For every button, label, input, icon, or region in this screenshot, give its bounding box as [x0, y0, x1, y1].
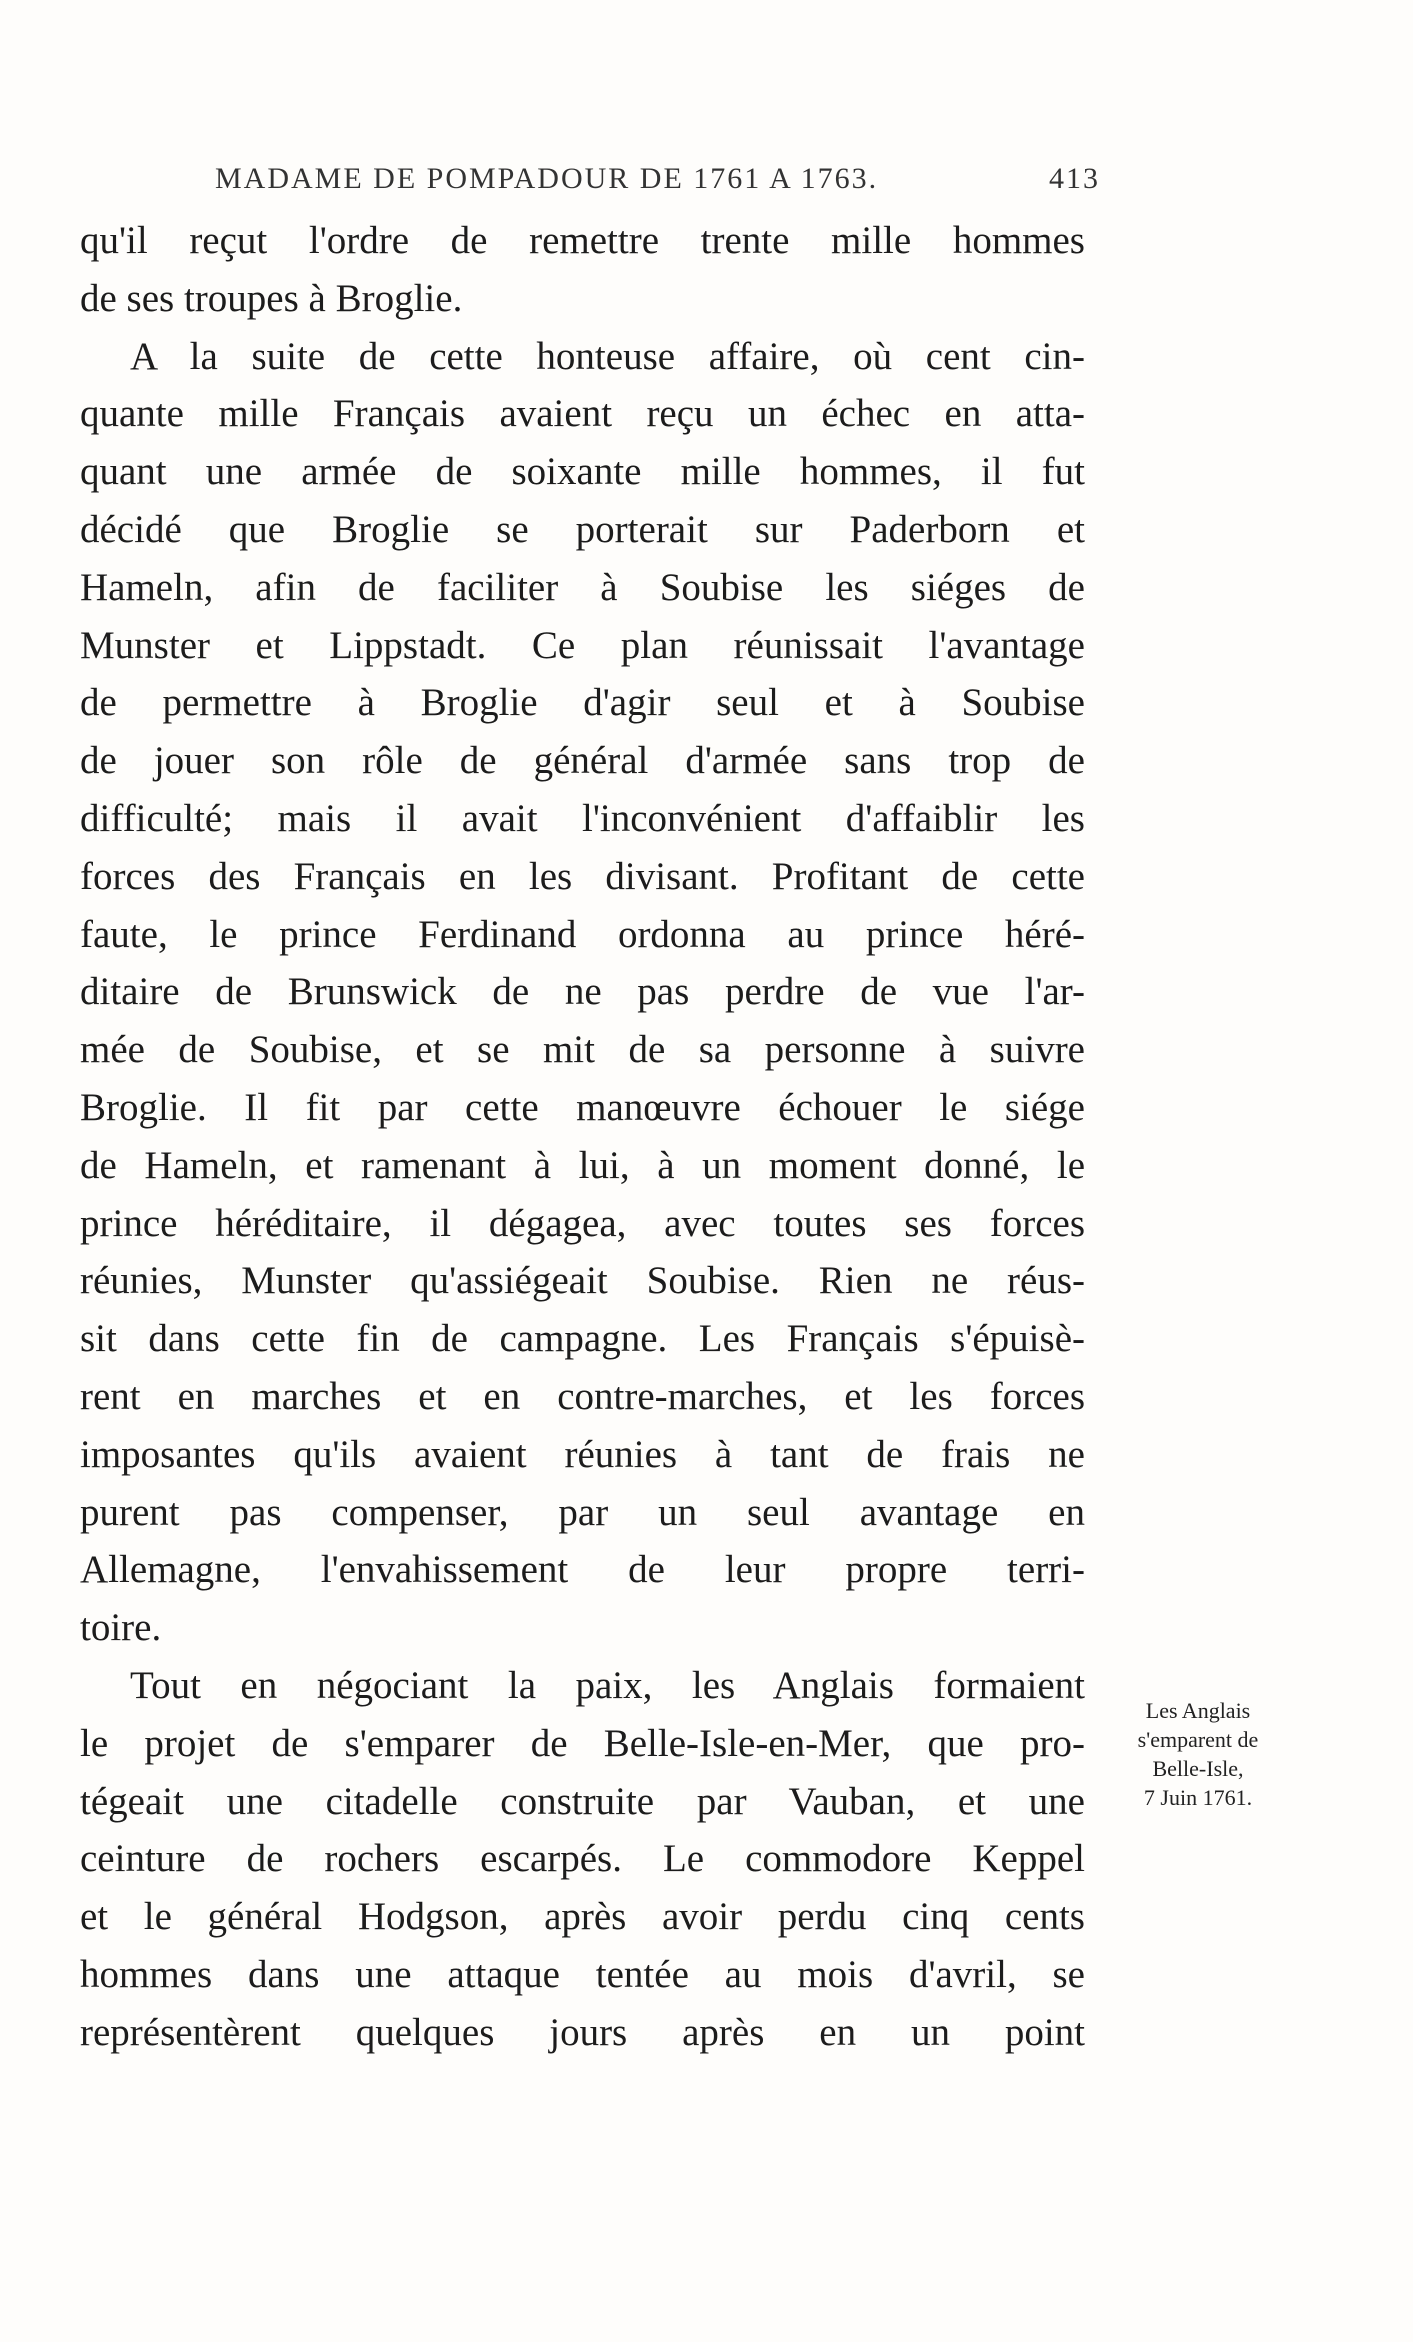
text-line: faute, le prince Ferdinand ordonna au prince héré-: [80, 912, 1085, 956]
text-line: prince héréditaire, il dégagea, avec toutes ses forces: [80, 1201, 1085, 1245]
text-line: ceinture de rochers escarpés. Le commodore Keppel: [80, 1837, 1085, 1881]
text-line: de jouer son rôle de général d'armée sans trop de: [80, 739, 1085, 783]
margin-note: [1113, 1696, 1283, 1812]
page-number: 413: [1049, 162, 1100, 195]
text-line: hommes dans une attaque tentée au mois d'avril, se: [80, 1952, 1085, 1996]
text-line: Tout en négociant la paix, les Anglais formaient: [130, 1663, 1085, 1707]
running-head: [215, 162, 1100, 202]
text-line: forces des Français en les divisant. Profitant de cette: [80, 854, 1085, 898]
text-line: mée de Soubise, et se mit de sa personne à suivre: [80, 1028, 1085, 1072]
text-line: Broglie. Il fit par cette manœuvre échouer le siége: [80, 1085, 1085, 1129]
text-line: difficulté; mais il avait l'inconvénient d'affaiblir les: [80, 796, 1085, 840]
text-line: représentèrent quelques jours après en un point: [80, 2010, 1085, 2054]
text-line: le projet de s'emparer de Belle-Isle-en-Mer, que pro-: [80, 1721, 1085, 1765]
text-line: sit dans cette fin de campagne. Les Français s'épuisè-: [80, 1317, 1085, 1361]
body-text: [80, 212, 1085, 2062]
text-line: décidé que Broglie se porterait sur Paderborn et: [80, 507, 1085, 551]
text-line: de permettre à Broglie d'agir seul et à Soubise: [80, 681, 1085, 725]
running-head-title: MADAME DE POMPADOUR DE 1761 A 1763.: [215, 162, 879, 195]
text-line: réunies, Munster qu'assiégeait Soubise. Rien ne réus-: [80, 1259, 1085, 1303]
text-line: Munster et Lippstadt. Ce plan réunissait l'avantage: [80, 623, 1085, 667]
text-line: tégeait une citadelle construite par Vauban, et une: [80, 1779, 1085, 1823]
text-line: et le général Hodgson, après avoir perdu cinq cents: [80, 1895, 1085, 1939]
text-line: purent pas compenser, par un seul avantage en: [80, 1490, 1085, 1534]
text-line: rent en marches et en contre-marches, et les forces: [80, 1374, 1085, 1418]
margin-note-line: 7 Juin 1761.: [1143, 1785, 1253, 1810]
text-line: imposantes qu'ils avaient réunies à tant de frais ne: [80, 1432, 1085, 1476]
text-line: Allemagne, l'envahissement de leur propre terri-: [80, 1548, 1085, 1592]
text-line: quant une armée de soixante mille hommes, il fut: [80, 450, 1085, 494]
text-line: Hameln, afin de faciliter à Soubise les siéges de: [80, 565, 1085, 609]
text-line: de Hameln, et ramenant à lui, à un moment donné, le: [80, 1143, 1085, 1187]
text-line: de ses troupes à Broglie.: [80, 276, 463, 320]
margin-note-line: s'emparent de: [1137, 1727, 1259, 1752]
margin-note-line: Belle-Isle,: [1152, 1756, 1244, 1781]
text-line: A la suite de cette honteuse affaire, où cent cin-: [130, 334, 1085, 378]
text-line: quante mille Français avaient reçu un échec en atta-: [80, 392, 1085, 436]
text-line: ditaire de Brunswick de ne pas perdre de vue l'ar-: [80, 970, 1085, 1014]
margin-note-line: Les Anglais: [1145, 1698, 1251, 1723]
text-line: qu'il reçut l'ordre de remettre trente mille hommes: [80, 219, 1085, 262]
text-line: toire.: [80, 1606, 162, 1650]
